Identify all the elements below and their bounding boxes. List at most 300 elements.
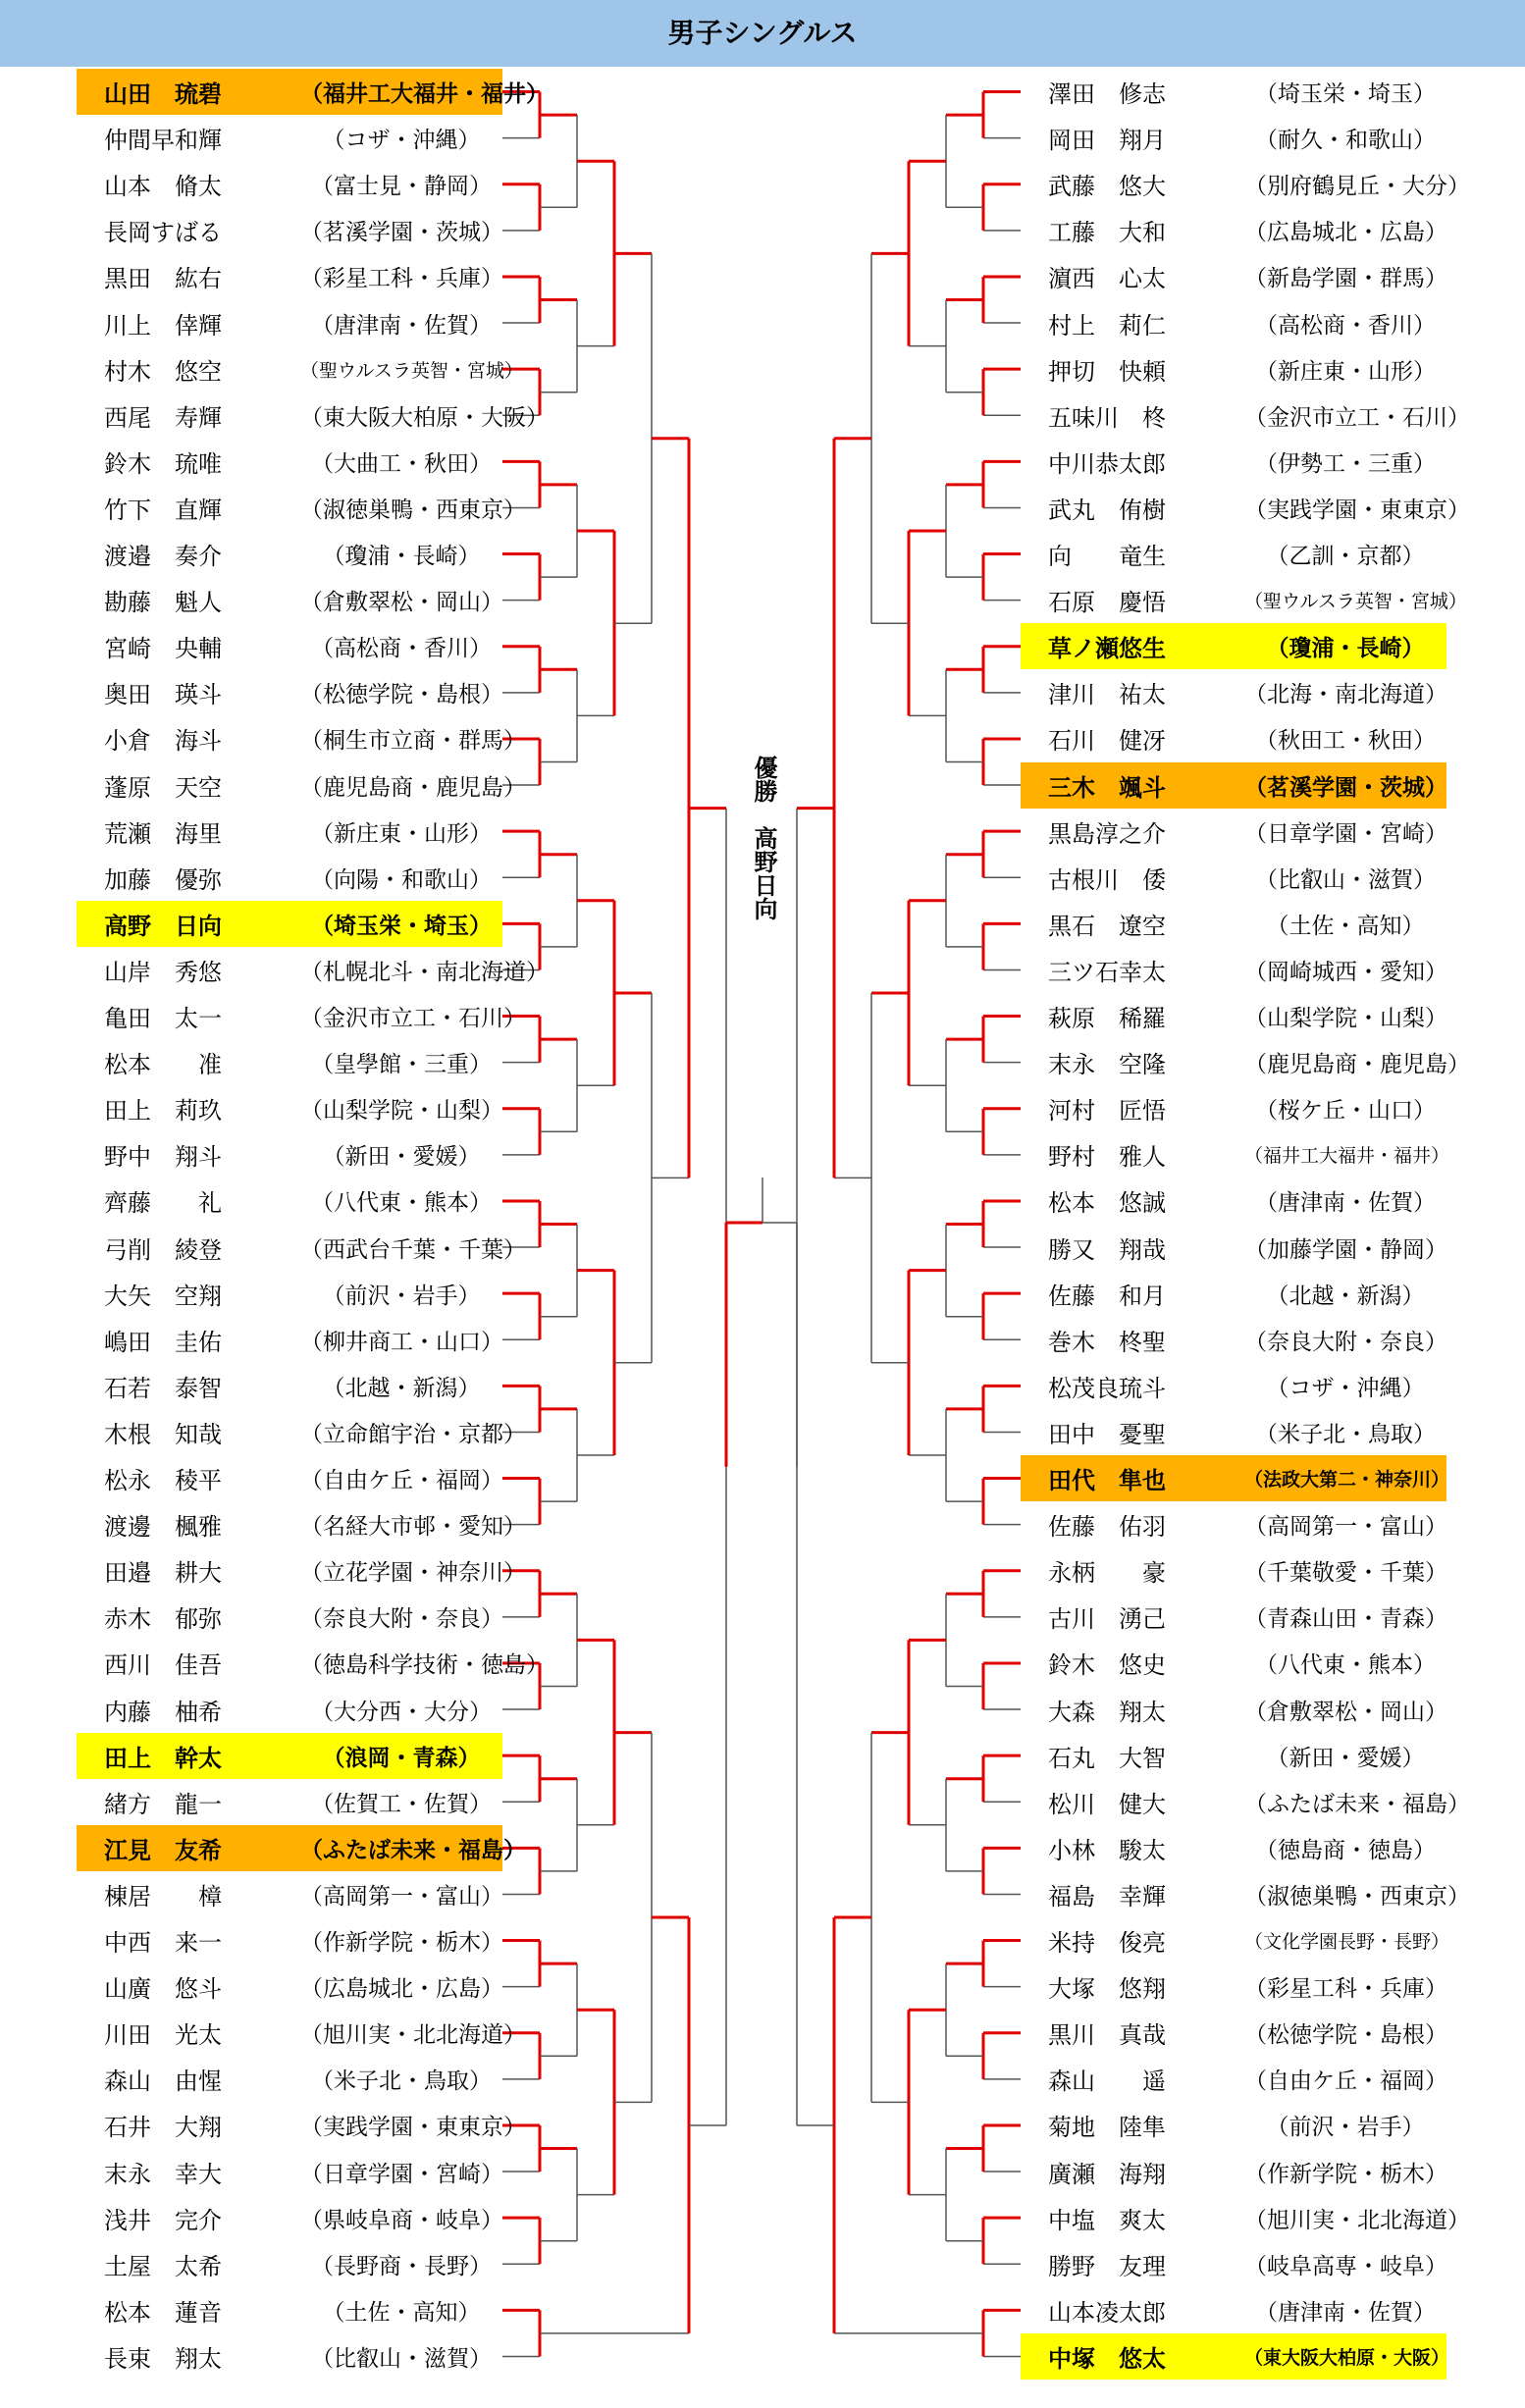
player-name: 田代 隼也 — [1048, 1467, 1166, 1494]
player-school: （山梨学院・山梨） — [300, 1098, 503, 1125]
left-player-row — [77, 115, 502, 161]
player-school: （ふたば未来・福島） — [300, 1837, 526, 1863]
player-school: （前沢・岩手） — [322, 1283, 481, 1309]
player-school: （米子北・鳥取） — [1255, 1421, 1436, 1447]
right-player-row — [1021, 1317, 1446, 1363]
right-player-row — [1021, 485, 1470, 531]
player-name: 山本凌太郎 — [1048, 2298, 1166, 2327]
right-player-row — [1021, 993, 1446, 1039]
player-name: 三ツ石幸太 — [1048, 958, 1166, 986]
player-school: （高岡第一・富山） — [300, 1883, 503, 1910]
player-name: 山岸 秀悠 — [104, 958, 222, 986]
player-school: （聖ウルスラ英智・宮城） — [1244, 591, 1467, 613]
player-school: （鹿児島商・鹿児島） — [300, 774, 526, 801]
right-player-row — [1021, 715, 1446, 761]
player-name: 津川 祐太 — [1048, 681, 1166, 709]
player-name: 浅井 完介 — [104, 2206, 222, 2234]
player-school: （北海・南北海道） — [1244, 682, 1447, 708]
right-player-row — [1021, 1733, 1446, 1779]
champion-name: 高野日向 — [750, 826, 777, 920]
player-school: （奈良大附・奈良） — [300, 1606, 503, 1633]
player-school: （唐津南・佐賀） — [311, 312, 492, 339]
player-school: （倉敷翠松・岡山） — [1244, 1699, 1447, 1725]
player-school: （自由ケ丘・福岡） — [300, 1468, 503, 1493]
player-school: （皇學館・三重） — [311, 1052, 492, 1078]
player-school: （金沢市立工・石川） — [300, 1006, 526, 1031]
player-school: （桐生市立商・群馬） — [300, 728, 526, 755]
left-player-row — [77, 2056, 502, 2102]
player-school: （高松商・香川） — [1255, 312, 1436, 339]
player-school: （伊勢工・三重） — [1255, 450, 1436, 477]
player-school: （土佐・高知） — [322, 2299, 481, 2326]
right-player-row — [1021, 1039, 1470, 1085]
player-name: 福島 幸輝 — [1048, 1882, 1166, 1911]
left-player-row — [77, 1225, 526, 1271]
player-name: 石原 慶悟 — [1048, 589, 1166, 617]
left-player-row — [77, 1871, 502, 1917]
player-name: 大矢 空翔 — [104, 1282, 222, 1310]
left-player-row — [77, 1131, 502, 1178]
player-name: 森山 由惺 — [104, 2068, 222, 2096]
left-player-row — [77, 2102, 526, 2148]
player-school: （唐津南・佐賀） — [1255, 1190, 1436, 1217]
player-name: 松本 准 — [104, 1051, 222, 1079]
player-school: （札幌北斗・南北海道） — [300, 959, 549, 985]
player-name: 中川恭太郎 — [1048, 449, 1166, 478]
left-player-row — [77, 855, 502, 901]
player-name: 岡田 翔月 — [1048, 127, 1166, 155]
player-name: 五味川 柊 — [1048, 403, 1166, 432]
right-player-row — [1021, 1455, 1450, 1501]
left-player-row — [77, 207, 502, 253]
player-school: （埼玉栄・埼玉） — [311, 913, 492, 939]
player-school: （埼玉栄・埼玉） — [1255, 81, 1436, 107]
right-player-row — [1021, 161, 1470, 207]
left-player-row — [77, 2287, 502, 2333]
player-name: 濵西 心太 — [1048, 265, 1166, 293]
player-school: （大分西・大分） — [311, 1699, 492, 1725]
left-player-row — [77, 69, 549, 115]
player-name: 古川 湧己 — [1048, 1605, 1166, 1634]
left-player-row — [77, 1733, 502, 1779]
player-school: （別府鶴見丘・大分） — [1244, 174, 1470, 200]
right-player-row — [1021, 69, 1446, 115]
right-player-row — [1021, 762, 1446, 809]
player-school: （新田・愛媛） — [1266, 1745, 1425, 1771]
player-name: 末永 空隆 — [1048, 1051, 1166, 1079]
left-player-row — [77, 1455, 502, 1501]
player-name: 黒川 真哉 — [1048, 2021, 1166, 2050]
player-name: 村木 悠空 — [104, 357, 222, 386]
right-player-row — [1021, 1131, 1450, 1178]
player-name: 田邉 耕大 — [104, 1559, 222, 1588]
player-name: 大塚 悠翔 — [1048, 1975, 1166, 2004]
player-name: 永柄 豪 — [1048, 1559, 1166, 1588]
player-school: （コザ・沖縄） — [322, 128, 481, 154]
right-player-row — [1021, 2056, 1446, 2102]
player-name: 工藤 大和 — [1048, 219, 1166, 247]
player-school: （瓊浦・長崎） — [1266, 636, 1425, 662]
left-player-row — [77, 809, 502, 855]
player-school: （作新学院・栃木） — [1244, 2161, 1447, 2187]
player-name: 川田 光太 — [104, 2021, 222, 2050]
player-name: 中塩 爽太 — [1048, 2206, 1166, 2234]
right-player-row — [1021, 1825, 1446, 1871]
player-name: 加藤 優弥 — [104, 865, 222, 894]
right-player-row — [1021, 2102, 1446, 2148]
player-name: 向 竜生 — [1048, 543, 1166, 570]
left-player-row — [77, 1039, 502, 1085]
player-school: （向陽・和歌山） — [311, 866, 492, 893]
player-school: （八代東・熊本） — [1255, 1652, 1436, 1679]
right-player-row — [1021, 2287, 1446, 2333]
player-school: （彩星工科・兵庫） — [300, 266, 503, 292]
left-player-row — [77, 253, 502, 299]
player-school: （ふたば未来・福島） — [1244, 1791, 1470, 1817]
player-school: （法政大第二・神奈川） — [1244, 1469, 1450, 1491]
left-player-row — [77, 2241, 502, 2287]
player-school: （徳島科学技術・徳島） — [300, 1652, 549, 1679]
player-school: （東大阪大柏原・大阪） — [300, 404, 549, 431]
player-school: （コザ・沖縄） — [1266, 1375, 1425, 1401]
left-player-row — [77, 1963, 502, 2010]
player-school: （新庄東・山形） — [1255, 358, 1436, 385]
player-name: 黒石 遼空 — [1048, 912, 1166, 940]
player-name: 澤田 修志 — [1048, 80, 1166, 108]
player-name: 長束 翔太 — [104, 2344, 222, 2373]
player-name: 村上 莉仁 — [1048, 311, 1166, 340]
player-school: （茗溪学園・茨城） — [1244, 774, 1447, 801]
player-name: 菊地 陸隼 — [1048, 2114, 1166, 2142]
player-school: （瓊浦・長崎） — [322, 544, 481, 569]
player-school: （徳島商・徳島） — [1255, 1837, 1436, 1863]
right-player-row — [1021, 1779, 1470, 1825]
player-name: 嶋田 圭佑 — [104, 1328, 222, 1356]
left-player-row — [77, 1501, 526, 1547]
left-player-row — [77, 2195, 502, 2241]
player-school: （聖ウルスラ英智・宮城） — [300, 359, 523, 382]
left-player-row — [77, 1640, 549, 1686]
player-school: （高岡第一・富山） — [1244, 1514, 1447, 1541]
player-school: （比叡山・滋賀） — [1255, 866, 1436, 893]
left-player-row — [77, 1363, 502, 1409]
left-player-row — [77, 2333, 502, 2380]
right-player-row — [1021, 1409, 1446, 1455]
player-school: （高松商・香川） — [311, 636, 492, 662]
champion-title: 優勝 — [750, 756, 777, 803]
player-name: 渡邊 楓雅 — [104, 1513, 222, 1542]
player-school: （奈良大附・奈良） — [1244, 1329, 1447, 1355]
player-name: 竹下 直輝 — [104, 496, 222, 524]
player-name: 弓削 綾登 — [104, 1235, 222, 1264]
player-school: （彩星工科・兵庫） — [1244, 1976, 1447, 2003]
player-name: 田上 幹太 — [104, 1744, 222, 1772]
right-player-row — [1021, 253, 1446, 299]
right-player-row — [1021, 2010, 1446, 2056]
player-school: （青森山田・青森） — [1244, 1606, 1447, 1633]
player-school: （旭川実・北北海道） — [300, 2022, 526, 2049]
player-school: （立命館宇治・京都） — [300, 1421, 526, 1447]
left-player-row — [77, 2010, 526, 2056]
player-name: 鈴木 悠史 — [1048, 1651, 1166, 1680]
player-school: （広島城北・広島） — [1244, 220, 1447, 246]
player-name: 奥田 瑛斗 — [104, 681, 222, 709]
player-school: （東大阪大柏原・大阪） — [1244, 2346, 1450, 2369]
right-player-row — [1021, 1363, 1446, 1409]
player-name: 亀田 太一 — [104, 1005, 222, 1032]
player-name: 高野 日向 — [104, 912, 222, 940]
player-name: 松永 稜平 — [104, 1467, 222, 1494]
left-player-row — [77, 161, 502, 207]
player-school: （浪岡・青森） — [322, 1745, 481, 1771]
player-name: 荒瀬 海里 — [104, 819, 222, 848]
left-player-row — [77, 531, 502, 577]
player-school: （松徳学院・島根） — [300, 682, 503, 708]
player-name: 山本 脩太 — [104, 173, 222, 201]
right-player-row — [1021, 577, 1467, 623]
player-name: 松茂良琉斗 — [1048, 1374, 1166, 1402]
player-school: （県岐阜商・岐阜） — [300, 2207, 503, 2233]
left-player-row — [77, 1178, 502, 1224]
player-name: 佐藤 佑羽 — [1048, 1513, 1166, 1542]
left-player-row — [77, 577, 502, 623]
left-player-row — [77, 1779, 502, 1825]
left-player-row — [77, 346, 523, 393]
player-name: 松川 健大 — [1048, 1790, 1166, 1818]
player-school: （北越・新潟） — [322, 1375, 481, 1401]
player-name: 中塚 悠太 — [1048, 2344, 1166, 2373]
player-name: 小倉 海斗 — [104, 727, 222, 756]
left-player-row — [77, 300, 502, 346]
player-school: （広島城北・広島） — [300, 1976, 503, 2003]
right-player-row — [1021, 2195, 1470, 2241]
player-name: 棟居 樟 — [104, 1882, 222, 1911]
player-name: 勘藤 魁人 — [104, 589, 222, 617]
player-name: 勝又 翔哉 — [1048, 1235, 1166, 1264]
player-school: （前沢・岩手） — [1266, 2115, 1425, 2141]
player-school: （金沢市立工・石川） — [1244, 404, 1470, 431]
player-school: （福井工大福井・福井） — [300, 81, 549, 107]
player-name: 赤木 郁弥 — [104, 1605, 222, 1634]
player-name: 田上 莉玖 — [104, 1097, 222, 1125]
left-player-row — [77, 2149, 502, 2195]
right-player-row — [1021, 1594, 1446, 1640]
page-title: 男子シングルス — [0, 0, 1525, 67]
player-school: （新島学園・群馬） — [1244, 266, 1447, 292]
right-player-row — [1021, 531, 1446, 577]
player-school: （大曲工・秋田） — [311, 450, 492, 477]
player-name: 田中 憂聖 — [1048, 1420, 1166, 1448]
right-player-row — [1021, 947, 1446, 993]
player-name: 仲間早和輝 — [104, 127, 222, 155]
champion-label — [734, 756, 793, 920]
player-school: （茗溪学園・茨城） — [300, 220, 503, 246]
player-name: 長岡すばる — [104, 219, 222, 247]
player-school: （耐久・和歌山） — [1255, 128, 1436, 154]
player-name: 齊藤 礼 — [104, 1189, 222, 1218]
left-player-row — [77, 1547, 526, 1594]
player-school: （唐津南・佐賀） — [1255, 2299, 1436, 2326]
player-name: 小林 駿太 — [1048, 1836, 1166, 1864]
left-player-row — [77, 485, 526, 531]
left-player-row — [77, 393, 549, 439]
right-player-row — [1021, 439, 1446, 485]
player-name: 草ノ瀬悠生 — [1048, 635, 1166, 663]
right-player-row — [1021, 300, 1446, 346]
player-name: 武藤 悠大 — [1048, 173, 1166, 201]
right-player-row — [1021, 1501, 1446, 1547]
player-school: （岐阜高専・岐阜） — [1244, 2253, 1447, 2279]
player-name: 萩原 稀羅 — [1048, 1005, 1166, 1032]
left-player-row — [77, 1687, 502, 1733]
player-school: （名経大市邨・愛知） — [300, 1514, 526, 1541]
left-player-row — [77, 901, 502, 947]
right-player-row — [1021, 669, 1446, 715]
right-player-row — [1021, 901, 1446, 947]
left-player-row — [77, 1594, 502, 1640]
player-name: 武丸 侑樹 — [1048, 496, 1166, 524]
player-name: 木根 知哉 — [104, 1420, 222, 1448]
player-name: 山田 琉碧 — [104, 80, 222, 108]
player-name: 古根川 倭 — [1048, 865, 1166, 894]
player-name: 末永 幸大 — [104, 2160, 222, 2188]
left-player-row — [77, 623, 502, 669]
player-name: 野中 翔斗 — [104, 1143, 222, 1172]
player-name: 三木 颯斗 — [1048, 773, 1166, 802]
right-player-row — [1021, 346, 1446, 393]
player-school: （日章学園・宮崎） — [1244, 820, 1447, 847]
left-player-row — [77, 1917, 502, 1963]
player-name: 松本 悠誠 — [1048, 1189, 1166, 1218]
player-name: 廣瀬 海翔 — [1048, 2160, 1166, 2188]
player-school: （千葉敬愛・千葉） — [1244, 1560, 1447, 1587]
player-name: 内藤 柚希 — [104, 1698, 222, 1726]
player-name: 大森 翔太 — [1048, 1698, 1166, 1726]
player-name: 黒田 紘右 — [104, 265, 222, 293]
right-player-row — [1021, 1640, 1446, 1686]
player-name: 河村 匠悟 — [1048, 1097, 1166, 1125]
player-school: （西武台千葉・千葉） — [300, 1236, 526, 1263]
player-name: 押切 快頼 — [1048, 357, 1166, 386]
player-school: （米子北・鳥取） — [311, 2068, 492, 2095]
right-player-row — [1021, 2333, 1450, 2380]
player-school: （新庄東・山形） — [311, 820, 492, 847]
player-school: （土佐・高知） — [1266, 913, 1425, 939]
player-school: （松徳学院・島根） — [1244, 2022, 1447, 2049]
right-player-row — [1021, 1871, 1470, 1917]
left-player-row — [77, 715, 526, 761]
player-name: 黒島淳之介 — [1048, 819, 1166, 848]
player-school: （桜ケ丘・山口） — [1255, 1098, 1436, 1125]
player-name: 鈴木 琉唯 — [104, 449, 222, 478]
left-player-row — [77, 947, 549, 993]
player-school: （長野商・長野） — [311, 2253, 492, 2279]
left-player-row — [77, 762, 526, 809]
left-player-row — [77, 1825, 526, 1871]
right-player-row — [1021, 1271, 1446, 1317]
player-school: （山梨学院・山梨） — [1244, 1006, 1447, 1031]
player-school: （乙訓・京都） — [1266, 544, 1425, 569]
left-player-row — [77, 1271, 502, 1317]
player-school: （淑徳巣鴨・西東京） — [300, 497, 526, 523]
right-player-row — [1021, 1547, 1446, 1594]
right-player-row — [1021, 1687, 1446, 1733]
left-player-row — [77, 439, 502, 485]
player-name: 西尾 寿輝 — [104, 403, 222, 432]
right-player-row — [1021, 115, 1446, 161]
player-name: 石丸 大智 — [1048, 1744, 1166, 1772]
right-player-row — [1021, 623, 1446, 669]
player-name: 松本 蓮音 — [104, 2298, 222, 2327]
player-name: 中西 来一 — [104, 1929, 222, 1957]
left-player-row — [77, 1409, 526, 1455]
player-school: （実践学園・東東京） — [1244, 497, 1470, 523]
right-player-row — [1021, 1963, 1446, 2010]
player-school: （旭川実・北北海道） — [1244, 2207, 1470, 2233]
player-name: 川上 倖輝 — [104, 311, 222, 340]
player-school: （北越・新潟） — [1266, 1283, 1425, 1309]
player-name: 江見 友希 — [104, 1836, 222, 1864]
player-name: 石川 健冴 — [1048, 727, 1166, 756]
player-name: 渡邉 奏介 — [104, 543, 222, 570]
right-player-row — [1021, 2149, 1446, 2195]
right-player-row — [1021, 393, 1470, 439]
right-player-row — [1021, 2241, 1446, 2287]
player-school: （倉敷翠松・岡山） — [300, 590, 503, 616]
player-school: （鹿児島商・鹿児島） — [1244, 1052, 1470, 1078]
player-school: （比叡山・滋賀） — [311, 2345, 492, 2372]
player-school: （新田・愛媛） — [322, 1144, 481, 1171]
player-school: （日章学園・宮崎） — [300, 2161, 503, 2187]
right-player-row — [1021, 1225, 1446, 1271]
left-player-row — [77, 669, 502, 715]
right-player-row — [1021, 809, 1446, 855]
player-school: （淑徳巣鴨・西東京） — [1244, 1883, 1470, 1910]
player-school: （自由ケ丘・福岡） — [1244, 2068, 1447, 2095]
player-name: 勝野 友理 — [1048, 2252, 1166, 2280]
player-school: （加藤学園・静岡） — [1244, 1236, 1447, 1263]
player-school: （佐賀工・佐賀） — [311, 1791, 492, 1817]
player-name: 西川 佳吾 — [104, 1651, 222, 1680]
player-name: 石井 大翔 — [104, 2114, 222, 2142]
left-player-row — [77, 993, 526, 1039]
player-school: （作新学院・栃木） — [300, 1930, 503, 1956]
player-name: 野村 雅人 — [1048, 1143, 1166, 1172]
right-player-row — [1021, 207, 1446, 253]
left-player-row — [77, 1317, 502, 1363]
player-school: （立花学園・神奈川） — [300, 1560, 526, 1587]
player-school: （福井工大福井・福井） — [1244, 1145, 1450, 1168]
player-school: （岡崎城西・愛知） — [1244, 959, 1447, 985]
player-name: 佐藤 和月 — [1048, 1282, 1166, 1310]
player-school: （富士見・静岡） — [311, 174, 492, 200]
player-school: （秋田工・秋田） — [1255, 728, 1436, 755]
right-player-row — [1021, 855, 1446, 901]
right-player-row — [1021, 1178, 1446, 1224]
player-name: 米持 俊亮 — [1048, 1929, 1166, 1957]
player-name: 土屋 太希 — [104, 2252, 222, 2280]
player-name: 蓬原 天空 — [104, 773, 222, 802]
player-name: 宮崎 央輔 — [104, 635, 222, 663]
player-school: （実践学園・東東京） — [300, 2115, 526, 2141]
player-name: 石若 泰智 — [104, 1374, 222, 1402]
player-name: 山廣 悠斗 — [104, 1975, 222, 2004]
player-name: 森山 遥 — [1048, 2068, 1166, 2096]
left-player-row — [77, 1085, 502, 1131]
player-school: （柳井商工・山口） — [300, 1329, 503, 1355]
player-school: （八代東・熊本） — [311, 1190, 492, 1217]
player-name: 緒方 龍一 — [104, 1790, 222, 1818]
